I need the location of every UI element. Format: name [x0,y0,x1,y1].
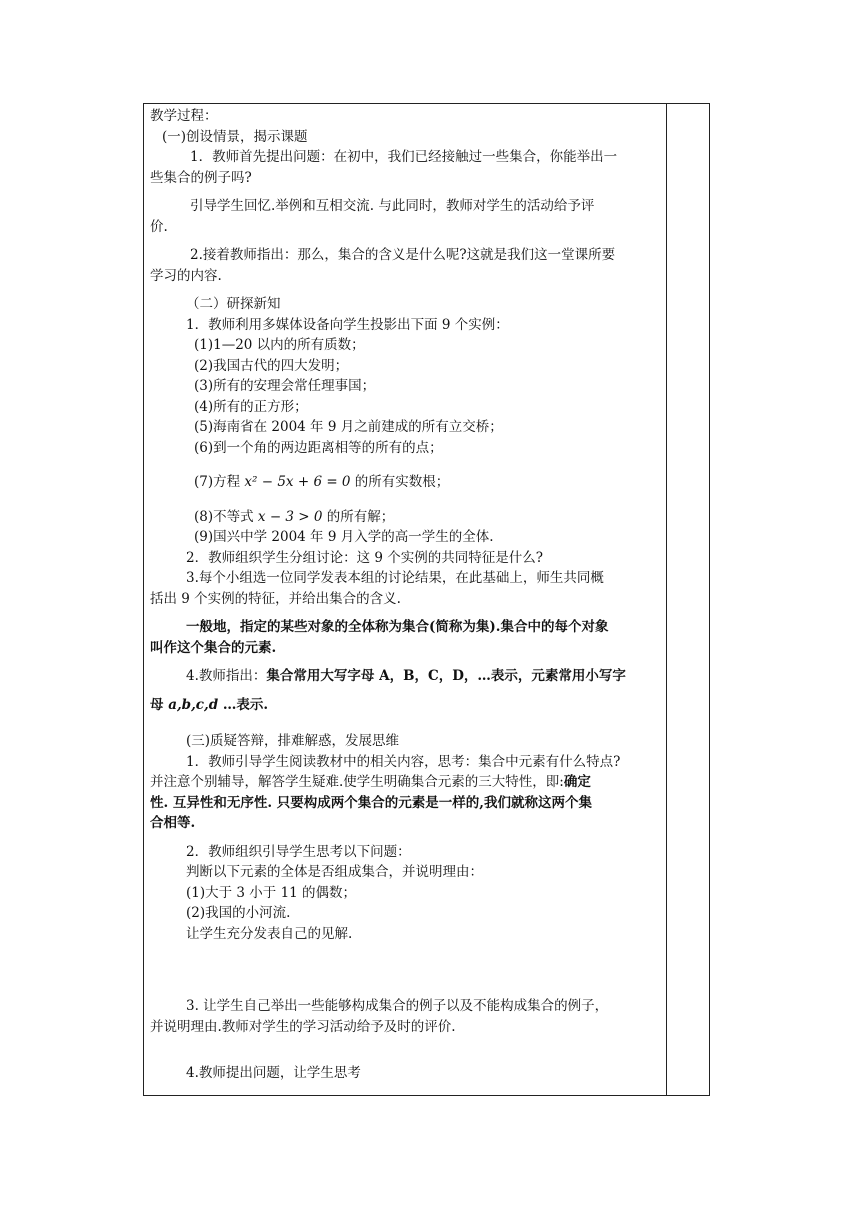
paragraph: 4.教师提出问题，让学生思考 [186,1065,361,1081]
example-item: (4)所有的正方形； [194,398,308,415]
paragraph: 判断以下元素的全体是否组成集合，并说明理由： [186,864,483,880]
list-item: (1)大于 3 小于 11 的偶数； [186,884,357,901]
example-item: (5)海南省在 2004 年 9 月之前建成的所有立交桥； [194,419,503,435]
section-1-title: (一)创设情景，揭示课题 [162,128,308,145]
example-item: (6)到一个角的两边距离相等的所有的点； [194,439,443,456]
paragraph: 2．教师组织学生分组讨论：这 9 个实例的共同特征是什么? [186,549,543,566]
paragraph: 3. 让学生自己举出一些能够构成集合的例子以及不能构成集合的例子， [186,998,609,1014]
paragraph: 2.接着教师指出：那么，集合的含义是什么呢?这就是我们这一堂课所要 [190,247,616,263]
definition: 一般地，指定的某些对象的全体称为集合(简称为集).集合中的每个对象 [186,619,609,635]
example-item: (1)1—20 以内的所有质数； [194,337,365,353]
heading: 教学过程： [150,108,218,124]
lesson-table [143,103,710,1096]
paragraph: 并注意个别辅导，解答学生疑难.使学生明确集合元素的三大特性，即:确定 [150,774,591,790]
paragraph: 学习的内容. [150,267,222,284]
paragraph: 1．教师利用多媒体设备向学生投影出下面 9 个实例： [186,316,509,333]
example-item: (2)我国古代的四大发明； [194,357,349,374]
paragraph: 括出 9 个实例的特征，并给出集合的含义. [150,590,401,607]
paragraph: 让学生充分发表自己的见解. [186,925,353,942]
paragraph: 1．教师首先提出问题：在初中，我们已经接触过一些集合，你能举出一 [190,149,618,165]
equation: x² − 5x + 6 = 0 [244,474,351,490]
paragraph: 性. 互异性和无序性. 只要构成两个集合的元素是一样的,我们就称这两个集 [150,794,592,811]
section-3-title: (三)质疑答辩，排难解惑，发展思维 [186,733,400,749]
variables: a,b,c,d [168,696,219,713]
paragraph: 母 a,b,c,d …表示. [150,696,269,713]
paragraph: 些集合的例子吗? [150,169,252,186]
paragraph: 1．教师引导学生阅读教材中的相关内容，思考：集合中元素有什么特点? [186,753,621,770]
inequality: x − 3 > 0 [257,508,323,525]
example-item: (3)所有的安理会常任理事国； [194,378,376,394]
paragraph: 价. [150,218,168,235]
paragraph: 引导学生回忆.举例和互相交流. 与此同时，教师对学生的活动给予评 [190,198,595,214]
column-divider [666,104,667,1095]
section-2-title: （二）研探新知 [186,296,281,312]
example-item: (9)国兴中学 2004 年 9 月入学的高一学生的全体. [194,529,494,545]
paragraph: 4.教师指出：集合常用大写字母 A，B，C，D，…表示，元素常用小写字 [186,668,626,684]
example-item: (8)不等式 x − 3 > 0 的所有解； [194,508,395,525]
paragraph: 3.每个小组选一位同学发表本组的讨论结果，在此基础上，师生共同概 [186,570,604,586]
example-item: (7)方程 x² − 5x + 6 = 0 的所有实数根； [194,474,450,490]
paragraph: 并说明理由.教师对学生的学习活动给予及时的评价. [150,1018,456,1035]
paragraph: 合相等. [150,815,196,831]
paragraph: 2．教师组织引导学生思考以下问题： [186,843,411,860]
definition: 叫作这个集合的元素. [150,639,277,656]
list-item: (2)我国的小河流. [186,905,291,921]
lesson-content-cell [150,106,660,1084]
